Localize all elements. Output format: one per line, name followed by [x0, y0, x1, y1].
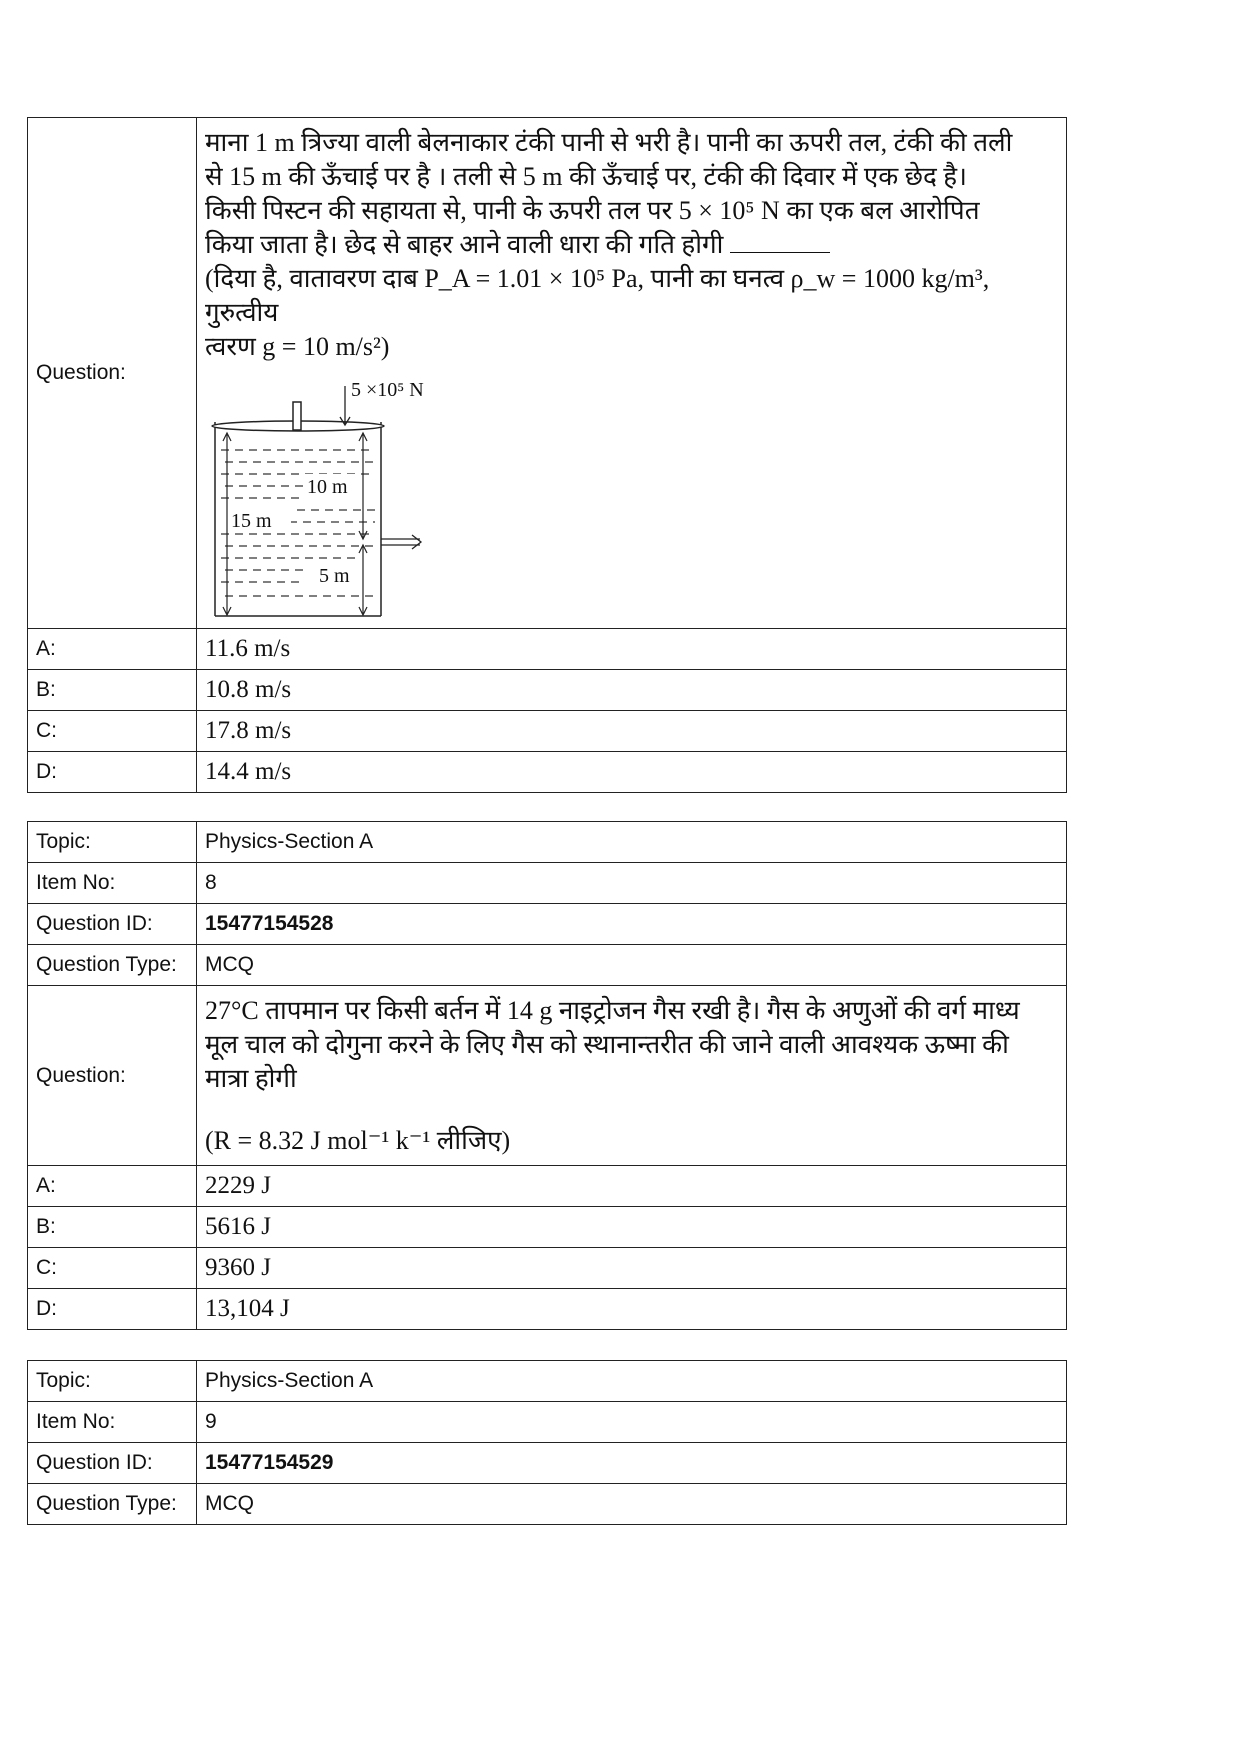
tank-diagram	[205, 374, 435, 624]
height-15m-label: 15 m	[231, 510, 272, 532]
option-b-label: B:	[28, 670, 197, 711]
option-b-label: B:	[28, 1207, 197, 1248]
question-type-value: MCQ	[197, 1484, 1067, 1525]
question-table-8	[27, 821, 1067, 1330]
option-a-label: A:	[28, 629, 197, 670]
option-a-label: A:	[28, 1166, 197, 1207]
question-id-value: 15477154528	[197, 904, 1067, 945]
force-label: 5 ×10⁵ N	[351, 379, 424, 401]
item-no-label: Item No:	[28, 1402, 197, 1443]
question-table-9	[27, 1360, 1067, 1525]
question-line-text: किया जाता है। छेद से बाहर आने वाली धारा की गति होगी	[205, 230, 724, 259]
question-id-label: Question ID:	[28, 1443, 197, 1484]
question-line: किसी पिस्टन की सहायता से, पानी के ऊपरी तल पर 5 × 10⁵ N का एक बल आरोपित	[205, 196, 980, 225]
option-d-label: D:	[28, 1289, 197, 1330]
question-line: मूल चाल को दोगुना करने के लिए गैस को स्थानान्तरीत की जाने वाली आवश्यक ऊष्मा की	[205, 1030, 1009, 1059]
question-table-7	[27, 117, 1067, 793]
option-d-label: D:	[28, 752, 197, 793]
answer-blank	[730, 230, 830, 253]
question-line: (दिया है, वातावरण दाब P_A = 1.01 × 10⁵ Pa, पानी का घनत्व ρ_w = 1000 kg/m³, गुरुत्वीय	[205, 264, 990, 327]
question-content	[197, 986, 1067, 1166]
option-c-label: C:	[28, 711, 197, 752]
r-value-line: (R = 8.32 J mol⁻¹ k⁻¹ लीजिए)	[205, 1126, 511, 1155]
question-line	[205, 228, 1058, 262]
option-c-label: C:	[28, 1248, 197, 1289]
question-line: माना 1 m त्रिज्या वाली बेलनाकार टंकी पानी से भरी है। पानी का ऊपरी तल, टंकी की तली	[205, 128, 1013, 157]
option-d-value: 13,104 J	[197, 1289, 1067, 1330]
question-line: त्वरण g = 10 m/s²)	[205, 332, 390, 361]
question-content	[197, 118, 1067, 629]
question-label: Question:	[28, 118, 197, 629]
option-c-value: 9360 J	[197, 1248, 1067, 1289]
question-line: 27°C तापमान पर किसी बर्तन में 14 g नाइट्रोजन गैस रखी है। गैस के अणुओं की वर्ग माध्य	[205, 996, 1020, 1025]
option-b-value: 5616 J	[197, 1207, 1067, 1248]
question-text	[205, 994, 1058, 1158]
question-type-label: Question Type:	[28, 1484, 197, 1525]
question-id-label: Question ID:	[28, 904, 197, 945]
question-line: मात्रा होगी	[205, 1064, 297, 1093]
option-a-value: 2229 J	[197, 1166, 1067, 1207]
question-line: से 15 m की ऊँचाई पर है । तली से 5 m की ऊँचाई पर, टंकी की दिवार में एक छेद है।	[205, 162, 967, 191]
item-no-label: Item No:	[28, 863, 197, 904]
question-type-value: MCQ	[197, 945, 1067, 986]
question-text	[205, 126, 1058, 364]
question-type-label: Question Type:	[28, 945, 197, 986]
height-10m-label: 10 m	[307, 476, 348, 498]
item-no-value: 8	[197, 863, 1067, 904]
item-no-value: 9	[197, 1402, 1067, 1443]
question-id-value: 15477154529	[197, 1443, 1067, 1484]
topic-label: Topic:	[28, 1361, 197, 1402]
topic-value: Physics-Section A	[197, 1361, 1067, 1402]
height-5m-label: 5 m	[319, 565, 350, 587]
option-d-value: 14.4 m/s	[197, 752, 1067, 793]
option-a-value: 11.6 m/s	[197, 629, 1067, 670]
question-spacer	[205, 1096, 1058, 1124]
option-c-value: 17.8 m/s	[197, 711, 1067, 752]
option-b-value: 10.8 m/s	[197, 670, 1067, 711]
topic-value: Physics-Section A	[197, 822, 1067, 863]
topic-label: Topic:	[28, 822, 197, 863]
question-label: Question:	[28, 986, 197, 1166]
